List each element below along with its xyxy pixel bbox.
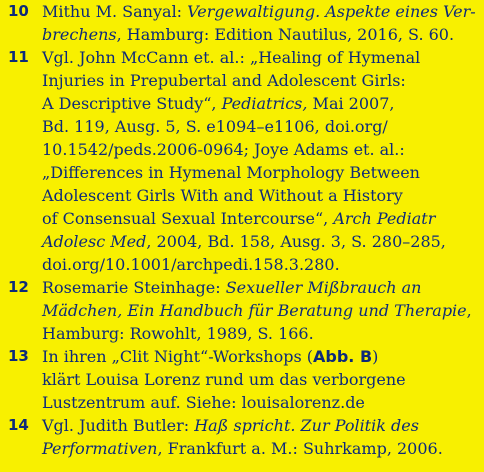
footnote	[0, 46, 446, 276]
footnote-text	[42, 345, 430, 414]
footnote-line	[42, 92, 446, 115]
citation-text: In ihren „Clit Night“-Workshops (	[42, 347, 313, 366]
footnote-line	[42, 115, 446, 138]
citation-title: brechens	[42, 25, 117, 44]
footnote-number: 14	[8, 416, 29, 434]
citation-title: Performativen	[42, 439, 158, 458]
citation-text: ,	[466, 301, 472, 320]
footnote-number: 11	[8, 48, 29, 66]
citation-title: Adolesc Med	[42, 232, 147, 251]
citation-text: of Consensual Sexual Intercourse“,	[42, 209, 334, 228]
citation-text: Mai 2007,	[307, 94, 395, 113]
footnote-line	[42, 161, 446, 184]
citation-title: Pediatrics,	[221, 94, 308, 113]
footnote	[0, 0, 476, 46]
footnote-line	[42, 276, 472, 299]
footnote-line	[42, 138, 446, 161]
footnote-text	[42, 276, 480, 345]
footnote-number: 13	[8, 347, 29, 365]
citation-text: doi.org/10.1001/archpedi.158.3.280.	[42, 255, 340, 274]
citation-title: Arch Pediatr	[333, 209, 436, 228]
footnote-line	[42, 0, 476, 23]
footnote-line	[42, 437, 443, 460]
footnote-text	[42, 0, 484, 46]
citation-text: Adolescent Girls With and Without a History	[42, 186, 403, 205]
citation-title: Mädchen, Ein Handbuch für Beratung und Therapie	[42, 301, 467, 320]
footnote-line	[42, 368, 422, 391]
footnote-line	[42, 46, 446, 69]
footnote	[0, 414, 443, 460]
citation-text: 10.1542/peds.2006-0964; Joye Adams et. al.:	[42, 140, 405, 159]
citation-text: Mithu M. Sanyal:	[42, 2, 188, 21]
footnote-line	[42, 322, 472, 345]
citation-text: , 2004, Bd. 158, Ausg. 3, S. 280–285,	[146, 232, 446, 251]
citation-text: Vgl. Judith Butler:	[42, 416, 195, 435]
footnote-line	[42, 299, 472, 322]
footnote-line	[42, 253, 446, 276]
footnote-line	[42, 230, 446, 253]
citation-title: Vergewaltigung. Aspekte eines Ver-	[187, 2, 476, 21]
footnote-number: 12	[8, 278, 29, 296]
footnote	[0, 276, 472, 345]
citation-text: Vgl. John McCann et. al.: „Healing of Hymenal	[42, 48, 421, 67]
citation-text: Lustzentrum auf. Siehe: louisalorenz.de	[42, 393, 365, 412]
footnote-text	[42, 46, 454, 276]
footnote	[0, 345, 430, 414]
citation-text: A Descriptive Study“,	[42, 94, 222, 113]
citation-text: )	[372, 347, 379, 366]
citation-title: Sexueller Mißbrauch an	[225, 278, 422, 297]
citation-text: Bd. 119, Ausg. 5, S. e1094–e1106, doi.org/	[42, 117, 388, 136]
footnote-line	[42, 414, 443, 437]
citation-title: Haß spricht. Zur Politik des	[194, 416, 419, 435]
footnote-line	[42, 345, 422, 368]
citation-text: „Differences in Hymenal Morphology Between	[42, 163, 420, 182]
footnote-line	[42, 391, 422, 414]
footnote-line	[42, 207, 446, 230]
citation-text: Hamburg: Rowohlt, 1989, S. 166.	[42, 324, 314, 343]
footnote-line	[42, 69, 446, 92]
figure-reference: Abb. B	[313, 347, 373, 366]
citation-text: Rosemarie Steinhage:	[42, 278, 226, 297]
citation-text: , Frankfurt a. M.: Suhrkamp, 2006.	[157, 439, 443, 458]
citation-text: , Hamburg: Edition Nautilus, 2016, S. 60.	[116, 25, 455, 44]
footnote-number: 10	[8, 2, 29, 20]
footnote-line	[42, 184, 446, 207]
citation-text: Injuries in Prepubertal and Adolescent Girls:	[42, 71, 406, 90]
footnote-text	[42, 414, 451, 460]
footnote-line	[42, 23, 476, 46]
citation-text: klärt Louisa Lorenz rund um das verborgene	[42, 370, 406, 389]
